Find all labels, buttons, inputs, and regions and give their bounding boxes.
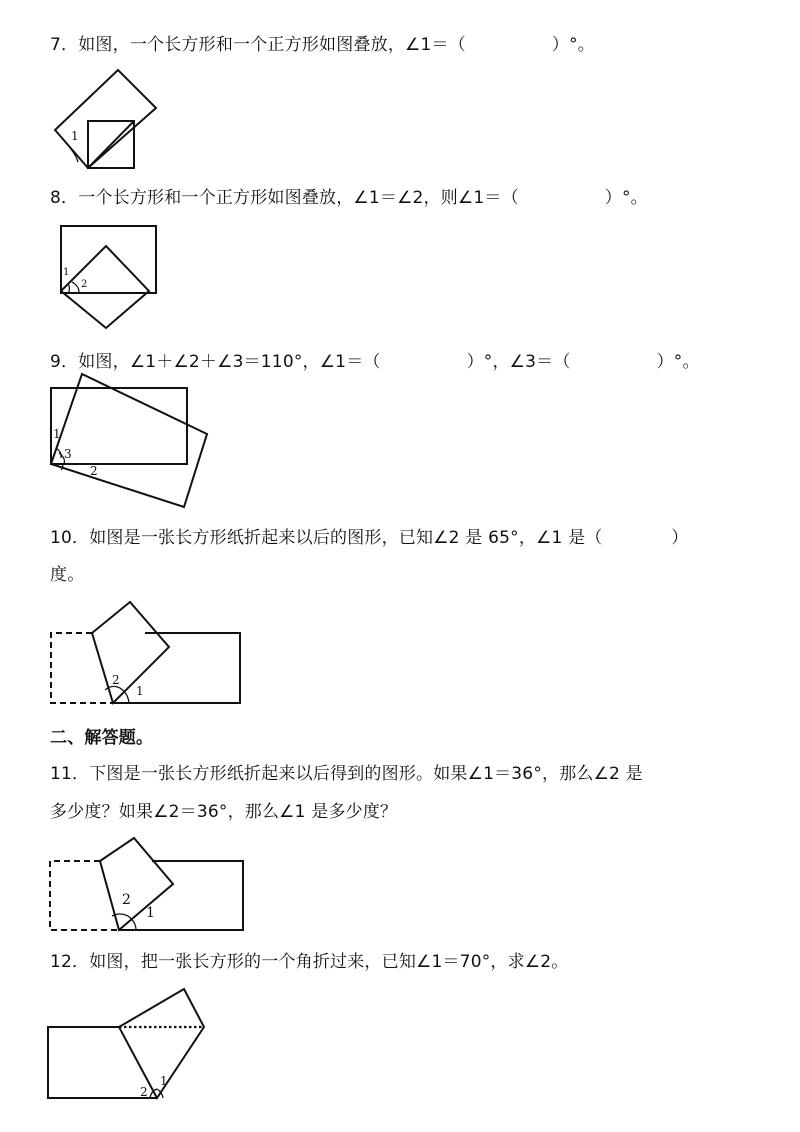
angle-1-label: 1 — [53, 427, 61, 441]
angle-2-label: 2 — [122, 892, 131, 908]
question-10-line-2: 度。 — [50, 565, 85, 585]
question-8-text: 8．一个长方形和一个正方形如图叠放，∠1＝∠2，则∠1＝（ ）°。 — [50, 188, 648, 208]
angle-1-label: 1 — [136, 684, 144, 698]
angle-2-label: 2 — [140, 1085, 148, 1099]
question-10-line-1: 10．如图是一张长方形纸折起来以后的图形，已知∠2 是 65°，∠1 是（ ） — [50, 528, 689, 548]
section-2-title: 二、解答题。 — [50, 728, 154, 748]
angle-2-label: 2 — [81, 279, 88, 290]
question-7-text: 7．如图，一个长方形和一个正方形如图叠放，∠1＝（ ）°。 — [50, 35, 595, 55]
question-11-line-1: 11．下图是一张长方形纸折起来以后得到的图形。如果∠1＝36°，那么∠2 是 — [50, 764, 643, 784]
angle-1-label: 1 — [63, 267, 70, 278]
question-9-text: 9．如图，∠1＋∠2＋∠3＝110°，∠1＝（ ）°，∠3＝（ ）°。 — [50, 352, 700, 372]
angle-1-label: 1 — [160, 1074, 168, 1088]
question-12-text: 12．如图，把一张长方形的一个角折过来，已知∠1＝70°，求∠2。 — [50, 952, 569, 972]
angle-1-label: 1 — [71, 129, 79, 143]
angle-2-label: 2 — [112, 673, 120, 687]
angle-2-label: 2 — [90, 464, 98, 478]
angle-3-label: 3 — [64, 447, 72, 461]
angle-1-label: 1 — [146, 905, 155, 921]
question-11-line-2: 多少度？如果∠2＝36°，那么∠1 是多少度？ — [50, 802, 398, 822]
